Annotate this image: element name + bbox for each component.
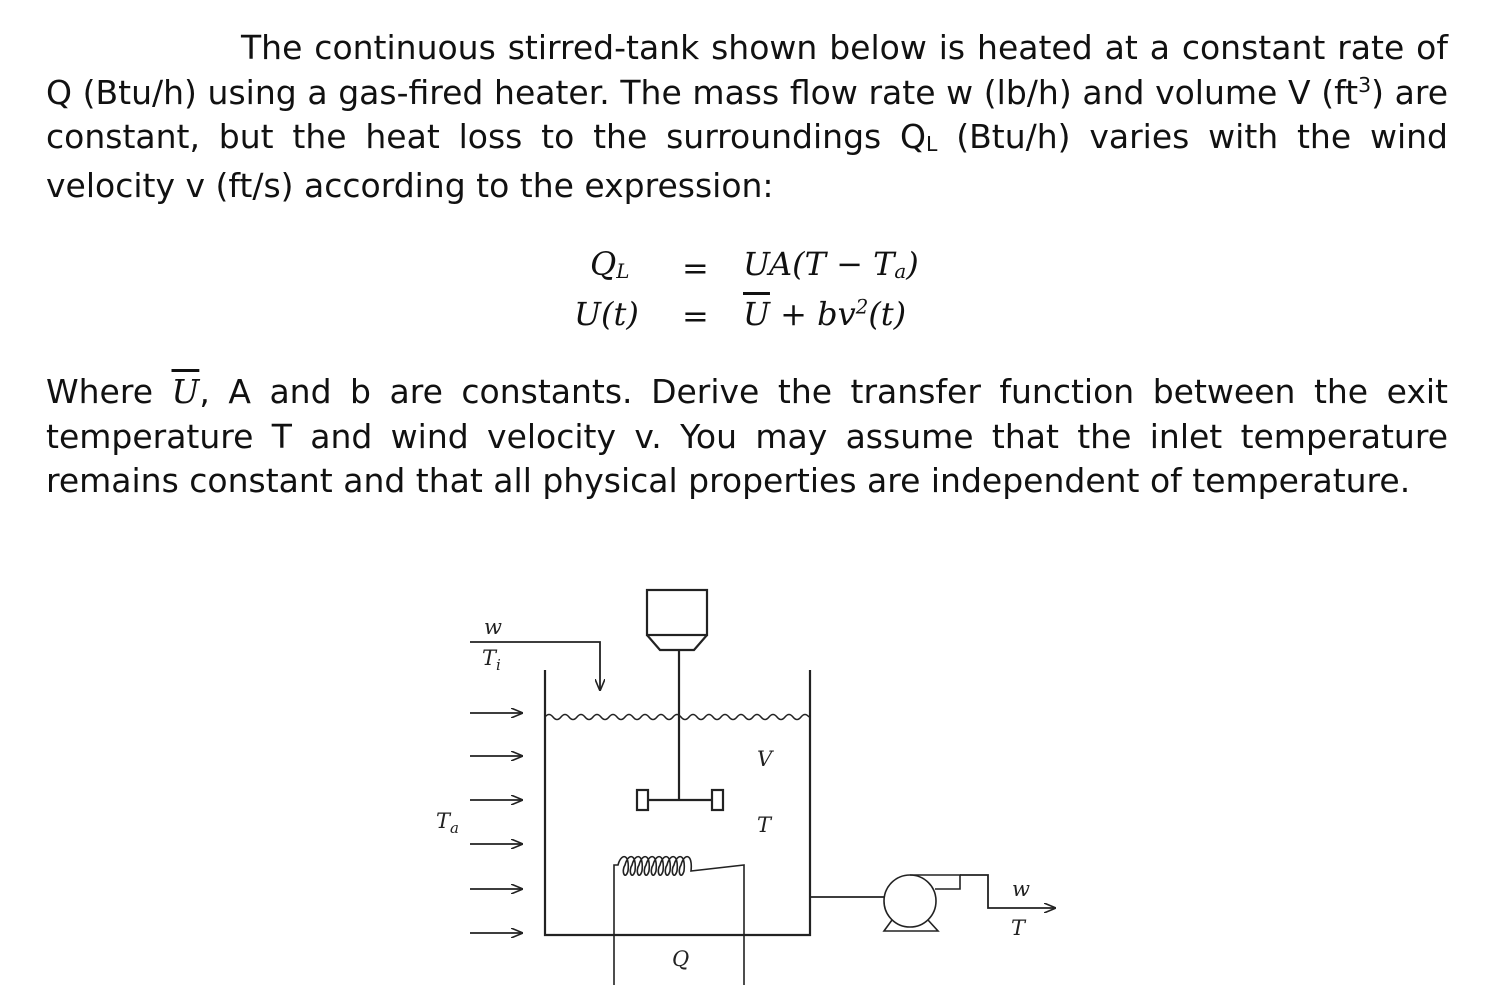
eq2-equals: = [682,297,709,335]
outlet-flow-label: w [1012,877,1030,901]
ambient-temp-label: $T_a$ [436,809,459,837]
heat-label: Q [672,947,690,971]
p1-text-b: ) are constant, but the heat loss to the surroundings Q [46,72,1449,156]
tank-temp-label: T [757,813,772,837]
eq2-lhs: U(t) [574,295,639,333]
inlet-temp-label: $T_i$ [482,646,501,674]
p2-text-b: , A and b are constants. Derive the transfer function between the exit temperature T and wind velocity v. You may assume that the inlet temperature remains constant and that all physical properties are independent of temperature. [46,372,1448,500]
outlet-temp-label: T [1011,916,1026,940]
p1-subscript: L [926,132,938,156]
impeller-blade-left [637,790,648,810]
inlet-flow-label: w [484,615,502,639]
eq1-rhs: UA(T − Ta) [743,245,919,283]
tank-vessel [545,670,810,935]
problem-paragraph-2 [46,370,1448,504]
motor-base [647,635,707,650]
eq1-equals: = [682,249,709,287]
liquid-surface [545,715,809,720]
wind-arrows [470,713,522,933]
motor [647,590,707,635]
pump-discharge [960,875,1055,908]
problem-paragraph-1 [46,26,1448,208]
pump [884,875,960,931]
volume-label: V [757,747,773,771]
p1-text-c: (Btu/h) varies with the wind velocity v (ft/s) according to the expression: [46,117,1448,205]
impeller-blade-right [712,790,723,810]
eq1-lhs: QL [590,245,630,283]
p2-u-bar: $\overline{U}$ [171,372,200,411]
p2-text-a: Where [46,372,172,411]
tank-diagram [0,560,1508,1008]
eq2-rhs: $\overline{U} + bv^2(t)$ [743,295,907,333]
p1-text-a: The continuous stirred-tank shown below is heated at a constant rate of Q (Btu/h) using a gas-fired heater. The mass flow rate w (lb/h) and volume V (ft [46,28,1448,112]
p1-superscript: 3 [1358,72,1372,97]
